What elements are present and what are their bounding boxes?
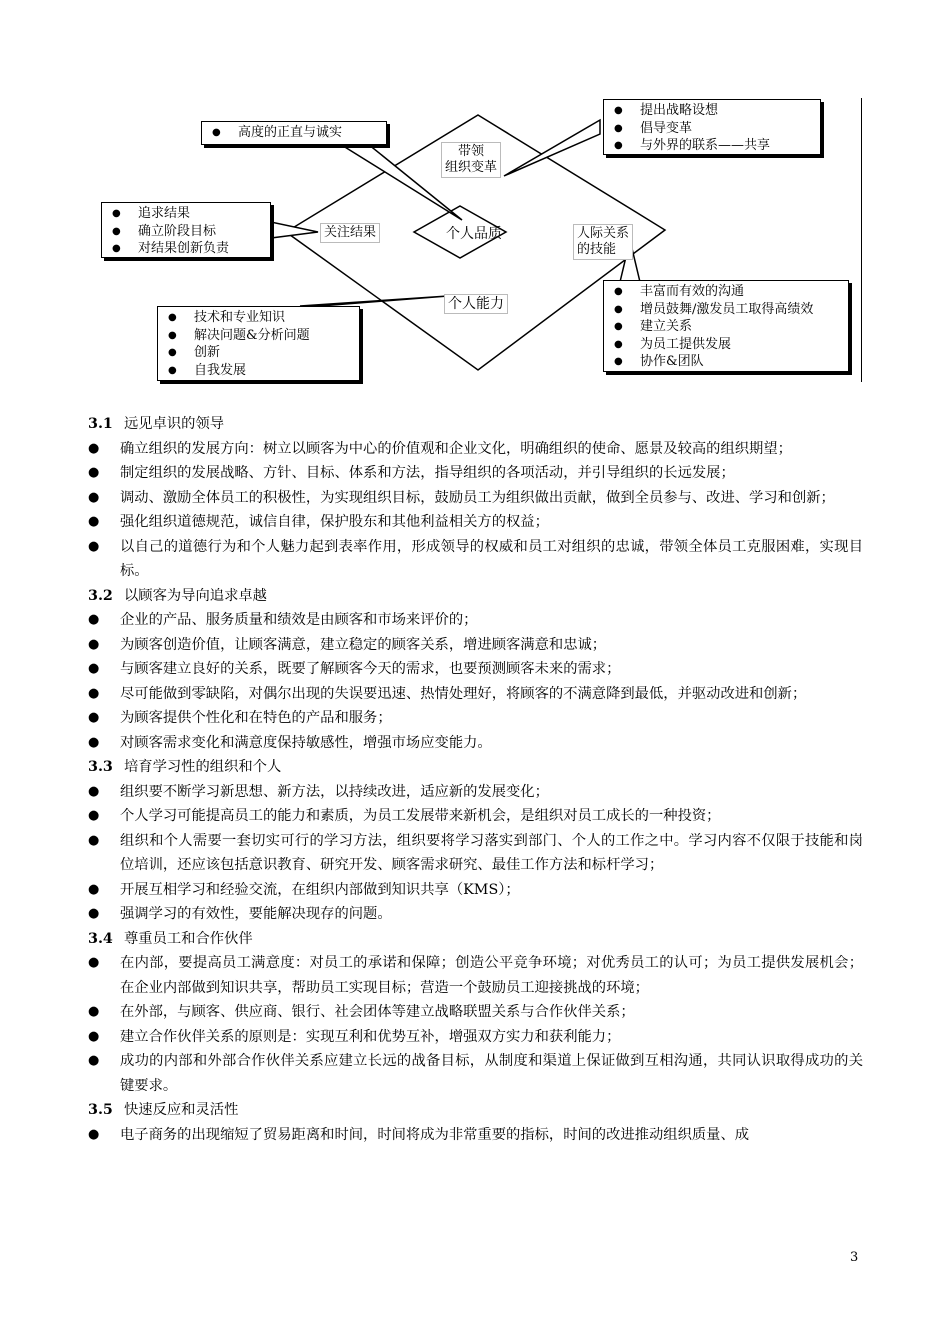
callout-item: ● 确立阶段目标 (108, 223, 264, 241)
callout-item: ● 自我发展 (164, 362, 353, 380)
callout-ability (157, 306, 360, 381)
callout-item: ● 追求结果 (108, 205, 264, 223)
bullet-item: ● 强化组织道德规范，诚信自律，保护股东和其他利益相关方的权益； (88, 510, 863, 535)
bullet-item: ● 个人学习可能提高员工的能力和素质，为员工发展带来新机会，是组织对员工成长的一种投资； (88, 804, 863, 829)
bullet-item: ● 确立组织的发展方向：树立以顾客为中心的价值观和企业文化，明确组织的使命、愿景及较高的组织期望； (88, 437, 863, 462)
section-title: 快速反应和灵活性 (124, 1102, 239, 1118)
label-lead-change (441, 142, 501, 178)
label-personal-ability: 个人能力 (444, 294, 508, 314)
section-title: 远见卓识的领导 (124, 416, 225, 432)
diagram-right-border (861, 98, 862, 382)
callout-item: ● 倡导变革 (610, 120, 814, 138)
section-heading (88, 412, 863, 437)
bullet-item: ● 开展互相学习和经验交流，在组织内部做到知识共享（KMS）； (88, 878, 863, 903)
callout-item: ● 丰富而有效的沟通 (610, 283, 842, 301)
callout-item: ● 提出战略设想 (610, 102, 814, 120)
bullet-item: ● 与顾客建立良好的关系，既要了解顾客今天的需求，也要预测顾客未来的需求； (88, 657, 863, 682)
label-personal-quality: 个人品质 (446, 226, 502, 242)
bullet-item: ● 以自己的道德行为和个人魅力起到表率作用，形成领导的权威和员工对组织的忠诚，带领全体员工克服困难，实现目标。 (88, 535, 863, 584)
pointer-ability (300, 296, 448, 306)
label-line: 的技能 (577, 242, 617, 257)
section-number: 3.2 (88, 587, 113, 604)
bullet-item: ● 为顾客提供个性化和在特色的产品和服务； (88, 706, 863, 731)
bullet-item: ● 建立合作伙伴关系的原则是：实现互利和优势互补，增强双方实力和获利能力； (88, 1025, 863, 1050)
bullet-item: ● 组织和个人需要一套切实可行的学习方法，组织要将学习落实到部门、个人的工作之中。学习内容不仅限于技能和岗位培训，还应该包括意识教育、研究开发、顾客需求研究、最佳工作方法和标杆学习； (88, 829, 863, 878)
bullet-item: ● 调动、激励全体员工的积极性，为实现组织目标，鼓励员工为组织做出贡献，做到全员参与、改进、学习和创新； (88, 486, 863, 511)
section-title: 以顾客为导向追求卓越 (124, 587, 267, 604)
leadership-diagram (0, 0, 950, 395)
callout-strategy (603, 99, 821, 155)
callout-item: ● 技术和专业知识 (164, 309, 353, 327)
bullet-item: ● 为顾客创造价值，让顾客满意，建立稳定的顾客关系，增进顾客满意和忠诚； (88, 633, 863, 658)
section-title: 尊重员工和合作伙伴 (124, 930, 253, 947)
callout-item: ● 解决问题&分析问题 (164, 327, 353, 345)
section-number: 3.5 (88, 1102, 113, 1118)
page-number: 3 (850, 1250, 859, 1265)
callout-item: ● 增员鼓舞/激发员工取得高绩效 (610, 301, 842, 319)
bullet-item: ● 电子商务的出现缩短了贸易距离和时间，时间将成为非常重要的指标，时间的改进推动组织质量、成 (88, 1123, 863, 1148)
section-heading (88, 755, 863, 780)
bullet-item: ● 制定组织的发展战略、方针、目标、体系和方法，指导组织的各项活动，并引导组织的长远发展； (88, 461, 863, 486)
callout-item: ● 创新 (164, 344, 353, 362)
label-line: 人际关系 (577, 226, 630, 241)
document-body (88, 412, 863, 1147)
section-title: 培育学习性的组织和个人 (124, 759, 282, 775)
callout-results (101, 202, 271, 258)
bullet-item: ● 企业的产品、服务质量和绩效是由顾客和市场来评价的； (88, 608, 863, 633)
callout-item: ● 为员工提供发展 (610, 336, 842, 354)
section-number: 3.4 (88, 930, 113, 947)
pointer-results (271, 222, 318, 238)
callout-item: ● 高度的正直与诚实 (208, 124, 380, 142)
section-heading (88, 584, 863, 609)
label-line: 组织变革 (445, 160, 498, 175)
callout-item: ● 与外界的联系——共享 (610, 137, 814, 155)
label-focus-results: 关注结果 (320, 223, 380, 243)
bullet-item: ● 在内部，要提高员工满意度：对员工的承诺和保障；创造公平竞争环境；对优秀员工的认可；为员工提供发展机会；在企业内部做到知识共享，帮助员工实现目标；营造一个鼓励员工迎接挑战的环境； (88, 951, 863, 1000)
pointer-strategy (504, 120, 600, 176)
callout-integrity (201, 121, 387, 145)
callout-item: ● 协作&团队 (610, 353, 842, 371)
bullet-item: ● 强调学习的有效性，要能解决现存的问题。 (88, 902, 863, 927)
section-heading (88, 927, 863, 952)
section-heading (88, 1098, 863, 1123)
section-number: 3.3 (88, 759, 113, 775)
callout-interpersonal (603, 280, 849, 372)
callout-item: ● 建立关系 (610, 318, 842, 336)
bullet-item: ● 对顾客需求变化和满意度保持敏感性，增强市场应变能力。 (88, 731, 863, 756)
callout-item: ● 对结果创新负责 (108, 240, 264, 258)
bullet-item: ● 组织要不断学习新思想、新方法，以持续改进，适应新的发展变化； (88, 780, 863, 805)
bullet-item: ● 成功的内部和外部合作伙伴关系应建立长远的战备目标，从制度和渠道上保证做到互相沟通，共同认识取得成功的关键要求。 (88, 1049, 863, 1098)
label-interpersonal-skills (573, 224, 633, 260)
label-line: 带领 (458, 144, 485, 159)
bullet-item: ● 在外部，与顾客、供应商、银行、社会团体等建立战略联盟关系与合作伙伴关系； (88, 1000, 863, 1025)
bullet-item: ● 尽可能做到零缺陷，对偶尔出现的失误要迅速、热情处理好，将顾客的不满意降到最低，并驱动改进和创新； (88, 682, 863, 707)
section-number: 3.1 (88, 416, 113, 432)
